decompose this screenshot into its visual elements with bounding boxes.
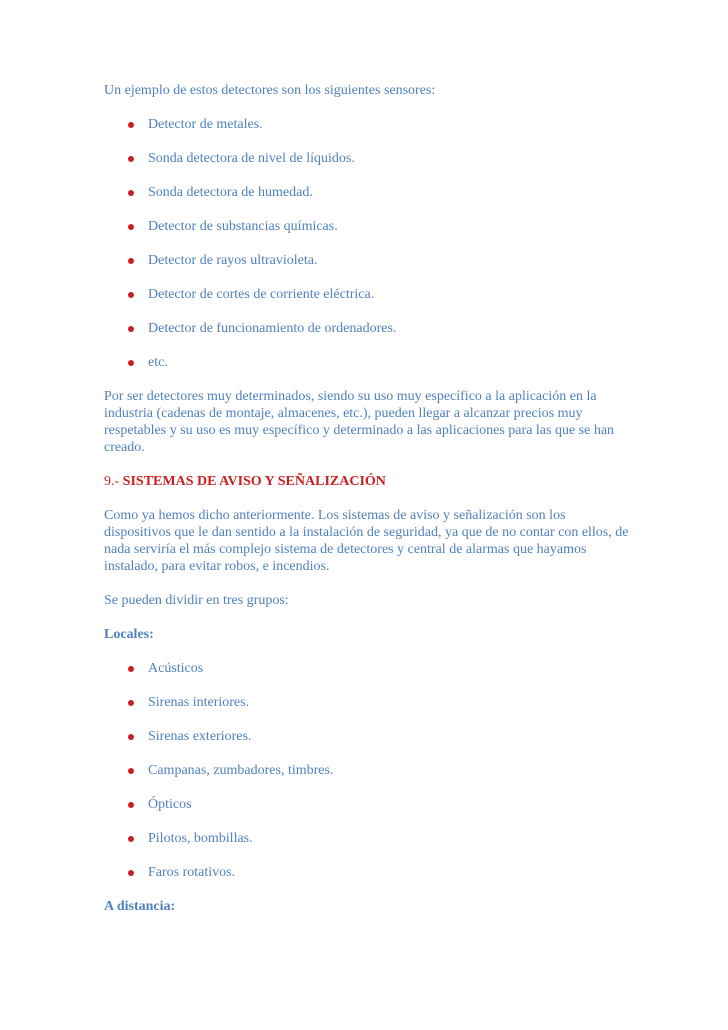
bullet-icon bbox=[128, 122, 134, 128]
bullet-icon bbox=[128, 700, 134, 706]
list-item bbox=[104, 796, 632, 813]
list-item bbox=[104, 830, 632, 847]
bullet-icon bbox=[128, 768, 134, 774]
list-item bbox=[104, 184, 632, 201]
warning-systems-paragraph: Como ya hemos dicho anteriormente. Los sistemas de aviso y señalización son los dispositivos que le dan sentido a la instalación de seguridad, ya que de no contar con ellos, de nada serviría el más complejo sistema de detectores y central de alarmas que hayamos instalado, para evitar robos, e incendios. bbox=[104, 508, 629, 574]
bullet-icon bbox=[128, 666, 134, 672]
list-item bbox=[104, 762, 632, 779]
list-item-text: Detector de metales. bbox=[148, 117, 263, 132]
list-item bbox=[104, 218, 632, 235]
list-item bbox=[104, 660, 632, 677]
list-item-text: Sirenas interiores. bbox=[148, 695, 250, 710]
bullet-icon bbox=[128, 360, 134, 366]
detectors-cost-paragraph: Por ser detectores muy determinados, siendo su uso muy específico a la aplicación en la industria (cadenas de montaje, almacenes, etc.), pueden llegar a alcanzar precios muy respetables y su uso es muy específico y determinado a las aplicaciones para las que se han creado. bbox=[104, 389, 615, 455]
list-item-text: Sonda detectora de nivel de líquidos. bbox=[148, 151, 355, 166]
list-item bbox=[104, 116, 632, 133]
list-item-text: Ópticos bbox=[148, 797, 192, 812]
bullet-icon bbox=[128, 734, 134, 740]
bullet-icon bbox=[128, 802, 134, 808]
list-item bbox=[104, 864, 632, 881]
detectors-list bbox=[104, 116, 632, 371]
bullet-icon bbox=[128, 156, 134, 162]
list-item-text: Pilotos, bombillas. bbox=[148, 831, 253, 846]
list-item bbox=[104, 354, 632, 371]
section-title: SISTEMAS DE AVISO Y SEÑALIZACIÓN bbox=[122, 474, 386, 489]
bullet-icon bbox=[128, 224, 134, 230]
list-item-text: Acústicos bbox=[148, 661, 204, 676]
intro-paragraph: Un ejemplo de estos detectores son los siguientes sensores: bbox=[104, 83, 436, 98]
list-item-text: Detector de substancias químicas. bbox=[148, 219, 338, 234]
list-item bbox=[104, 728, 632, 745]
bullet-icon bbox=[128, 836, 134, 842]
list-item-text: Sonda detectora de humedad. bbox=[148, 185, 313, 200]
list-item-text: Campanas, zumbadores, timbres. bbox=[148, 763, 334, 778]
bullet-icon bbox=[128, 292, 134, 298]
bullet-icon bbox=[128, 326, 134, 332]
list-item-text: Faros rotativos. bbox=[148, 865, 236, 880]
groups-paragraph: Se pueden dividir en tres grupos: bbox=[104, 593, 289, 608]
section-number: 9.- bbox=[104, 474, 123, 489]
bullet-icon bbox=[128, 258, 134, 264]
bullet-icon bbox=[128, 870, 134, 876]
locales-heading: Locales: bbox=[104, 627, 154, 642]
list-item-text: Detector de funcionamiento de ordenadores. bbox=[148, 321, 397, 336]
bullet-icon bbox=[128, 190, 134, 196]
list-item bbox=[104, 320, 632, 337]
section-heading bbox=[104, 473, 632, 490]
list-item bbox=[104, 286, 632, 303]
distancia-heading: A distancia: bbox=[104, 899, 176, 914]
list-item bbox=[104, 150, 632, 167]
list-item bbox=[104, 694, 632, 711]
list-item-text: Detector de cortes de corriente eléctrica. bbox=[148, 287, 375, 302]
locales-list bbox=[104, 660, 632, 881]
list-item-text: etc. bbox=[148, 355, 168, 370]
list-item bbox=[104, 252, 632, 269]
list-item-text: Sirenas exteriores. bbox=[148, 729, 252, 744]
list-item-text: Detector de rayos ultravioleta. bbox=[148, 253, 318, 268]
